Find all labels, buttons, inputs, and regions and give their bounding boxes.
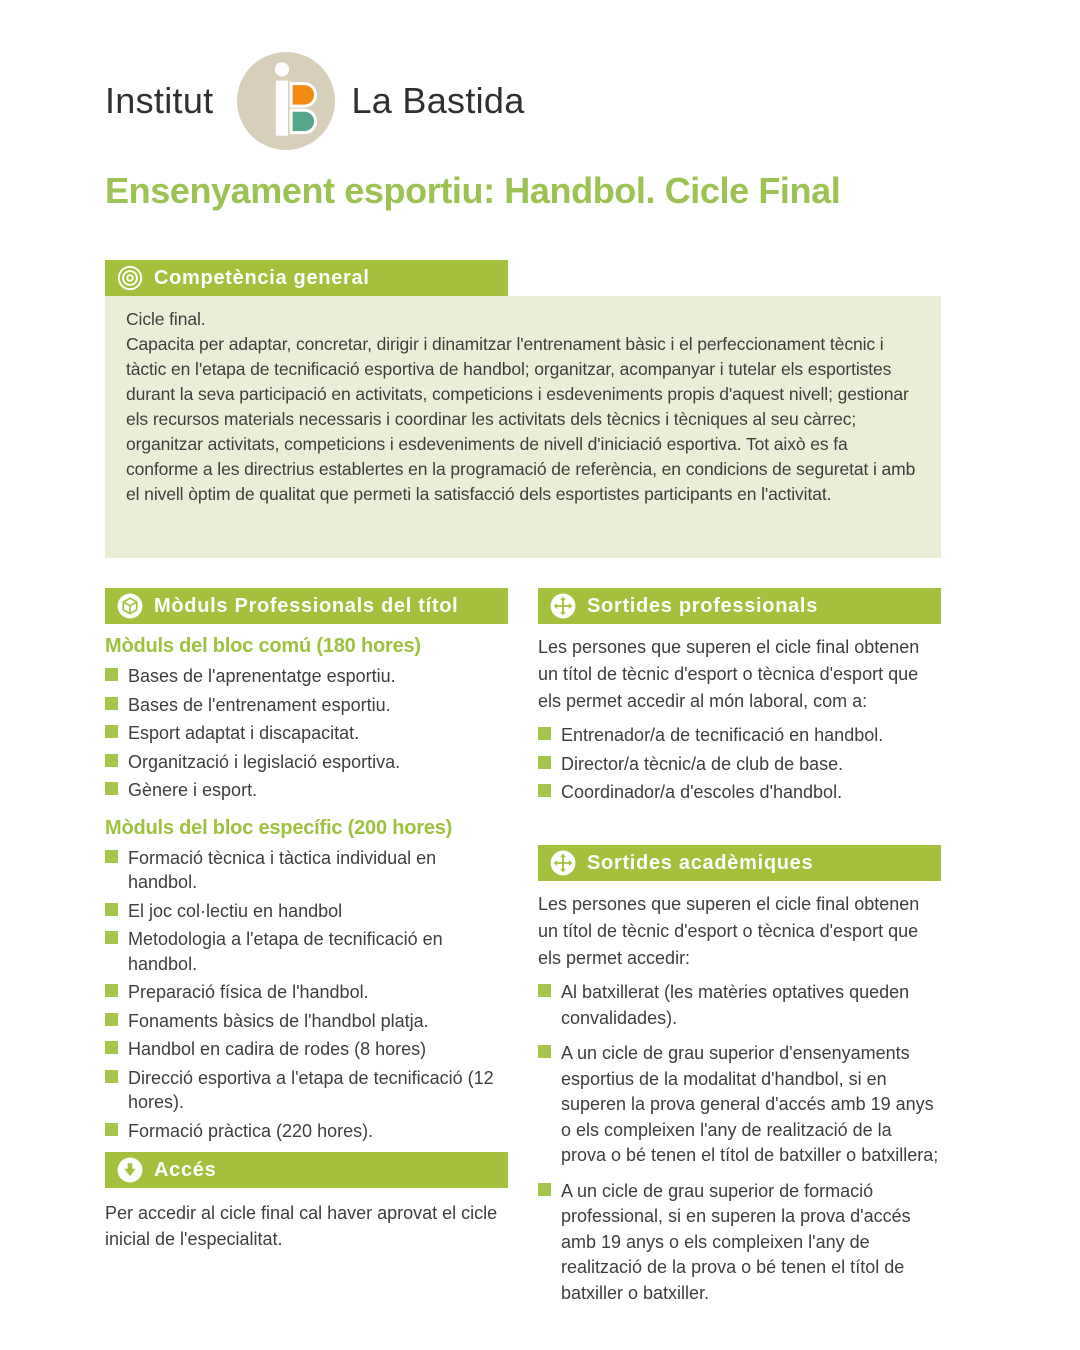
bullet-square-icon [538, 756, 551, 769]
sortides-academiques-section [538, 845, 941, 1316]
list-item: Organització i legislació esportiva. [105, 750, 508, 775]
arrows-out-icon [550, 850, 576, 876]
list-item: A un cicle de grau superior de formació professional, si en superen la prova d'accés amb 19 anys o els compleixen l'any de realització de la prova o bé tenen el títol de batxiller o batxiller. [538, 1179, 941, 1307]
list-item: Al batxillerat (les matèries optatives queden convalidades). [538, 980, 941, 1031]
bullet-square-icon [105, 984, 118, 997]
moduls-comu-title: Mòduls del bloc comú (180 hores) [105, 635, 421, 657]
list-item: Handbol en cadira de rodes (8 hores) [105, 1037, 508, 1062]
bullet-square-icon [105, 725, 118, 738]
header-logo [105, 52, 525, 150]
list-item: Esport adaptat i discapacitat. [105, 721, 508, 746]
list-item: Entrenador/a de tecnificació en handbol. [538, 723, 941, 748]
bullet-square-icon [538, 1045, 551, 1058]
bullet-square-icon [105, 1070, 118, 1083]
sortides-professionals-section [538, 588, 941, 809]
cube-icon [117, 593, 143, 619]
bullet-square-icon [538, 1183, 551, 1196]
bullet-square-icon [105, 1013, 118, 1026]
acces-section [105, 1152, 508, 1252]
list-item: El joc col·lectiu en handbol [105, 899, 508, 924]
bullet-square-icon [105, 782, 118, 795]
section-title-moduls: Mòduls Professionals del títol [154, 594, 459, 617]
competencia-panel [105, 296, 941, 558]
moduls-especific-list [105, 846, 508, 1144]
section-header-moduls [105, 588, 508, 624]
list-item: Fonaments bàsics de l'handbol platja. [105, 1009, 508, 1034]
list-item: Formació pràctica (220 hores). [105, 1119, 508, 1144]
bullet-square-icon [105, 903, 118, 916]
section-header-competencia [105, 260, 508, 296]
moduls-especific-title: Mòduls del bloc específic (200 hores) [105, 816, 453, 839]
bullet-square-icon [538, 784, 551, 797]
list-item: Gènere i esport. [105, 778, 508, 803]
sortides-professionals-intro: Les persones que superen el cicle final obtenen un títol de tècnic d'esport o tècnica d'esport que els permet accedir al món laboral, com a: [538, 637, 920, 711]
sortides-academiques-list [538, 980, 941, 1306]
bullet-square-icon [105, 697, 118, 710]
logo-text-institut: Institut [105, 80, 214, 121]
list-item: Metodologia a l'etapa de tecnificació en handbol. [105, 927, 508, 976]
sortides-professionals-list [538, 723, 941, 805]
list-item: Bases de l'entrenament esportiu. [105, 693, 508, 718]
list-item: Preparació física de l'handbol. [105, 980, 508, 1005]
bullet-square-icon [105, 1123, 118, 1136]
list-item: A un cicle de grau superior d'ensenyaments esportius de la modalitat d'handbol, si en superen la prova general d'accés amb 19 anys o els compleixen l'any de realització de la prova o bé tenen el títol de batxiller o batxillera; [538, 1041, 941, 1169]
bullet-square-icon [105, 850, 118, 863]
bullet-square-icon [105, 1041, 118, 1054]
section-header-acces [105, 1152, 508, 1188]
section-title-sortides-academiques: Sortides acadèmiques [587, 851, 814, 874]
list-item: Coordinador/a d'escoles d'handbol. [538, 780, 941, 805]
list-item: Formació tècnica i tàctica individual en handbol. [105, 846, 508, 895]
bullet-square-icon [538, 727, 551, 740]
sortides-academiques-intro: Les persones que superen el cicle final obtenen un títol de tècnic d'esport o tècnica d'esport que els permet accedir: [538, 894, 920, 968]
down-arrow-icon [117, 1157, 143, 1183]
moduls-comu-list [105, 664, 508, 803]
target-icon [117, 265, 143, 291]
section-title-competencia: Competència general [154, 266, 370, 289]
institut-b-logo-icon [237, 52, 335, 150]
arrows-out-icon [550, 593, 576, 619]
competencia-body: Capacita per adaptar, concretar, dirigir i dinamitzar l'entrenament bàsic i el perfeccionament tècnic i tàctic en l'etapa de tecnificació esportiva de handbol; organitzar, acompanyar i tutelar els esportistes durant la seva participació en activitats, competicions i esdeveniments propis d'aquest nivell; gestionar els recursos materials necessaris i coordinar les activitats dels tècnics i tècniques al seu càrrec; organitzar activitats, competicions i esdeveniments de nivell d'iniciació esportiva. Tot això es fa conforme a les directrius establertes en la programació de referència, en condicions de seguretat i amb el nivell òptim de qualitat que permeti la satisfacció dels esportistes participants en l'activitat. [126, 334, 916, 504]
bullet-square-icon [105, 754, 118, 767]
moduls-column [105, 588, 508, 1147]
section-title-sortides-professionals: Sortides professionals [587, 594, 819, 617]
bullet-square-icon [105, 668, 118, 681]
list-item: Direcció esportiva a l'etapa de tecnificació (12 hores). [105, 1066, 508, 1115]
list-item: Director/a tècnic/a de club de base. [538, 752, 941, 777]
section-header-sortides-academiques [538, 845, 941, 881]
list-item: Bases de l'aprenentatge esportiu. [105, 664, 508, 689]
bullet-square-icon [538, 984, 551, 997]
page-title: Ensenyament esportiu: Handbol. Cicle Final [105, 170, 841, 211]
acces-body: Per accedir al cicle final cal haver aprovat el cicle inicial de l'especialitat. [105, 1203, 498, 1249]
section-header-sortides-professionals [538, 588, 941, 624]
section-title-acces: Accés [154, 1158, 217, 1181]
bullet-square-icon [105, 931, 118, 944]
logo-text-la-bastida: La Bastida [351, 80, 525, 121]
competencia-line1: Cicle final. [126, 309, 206, 329]
